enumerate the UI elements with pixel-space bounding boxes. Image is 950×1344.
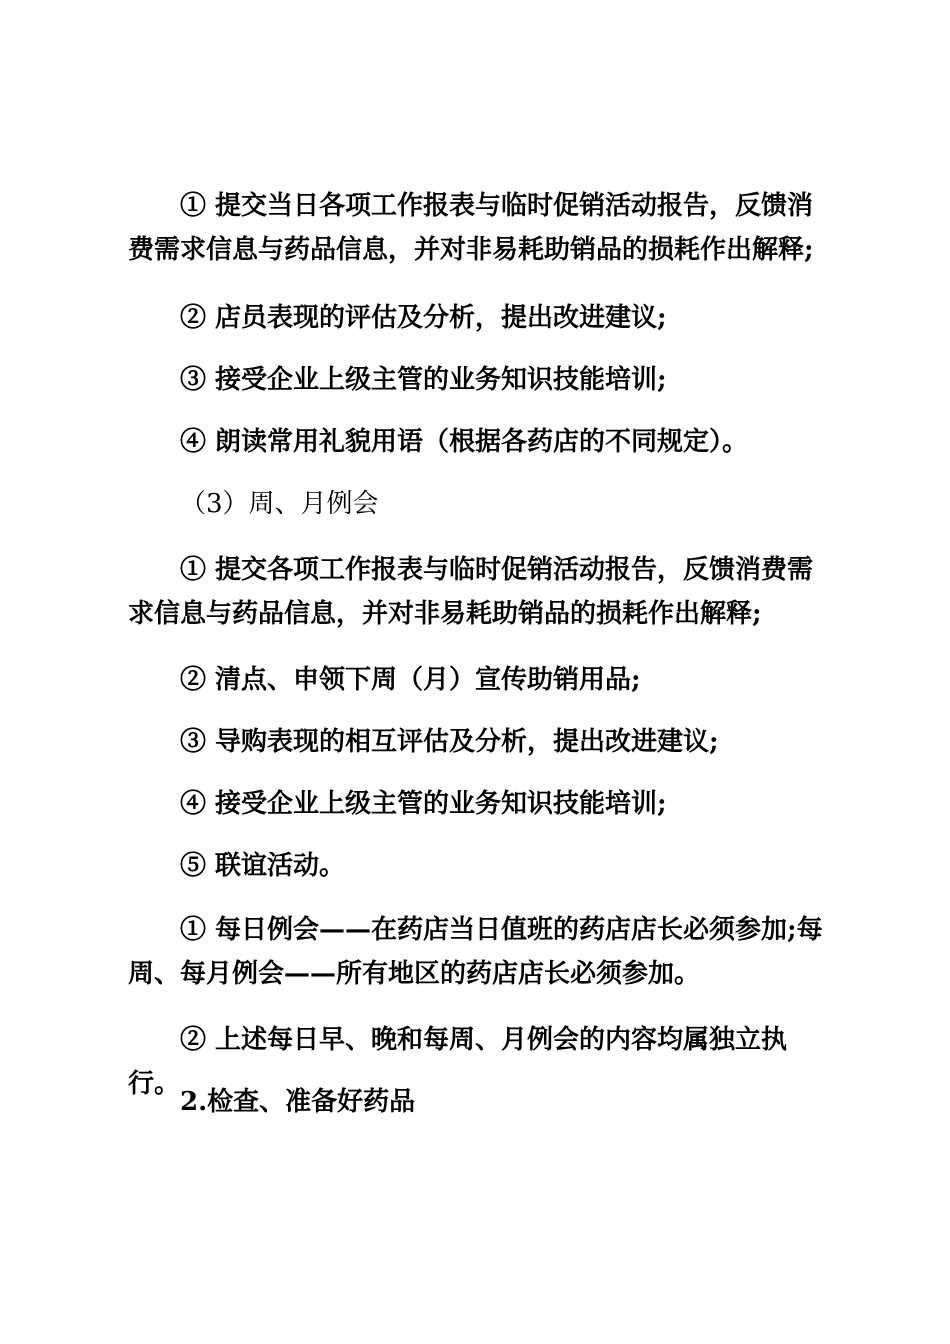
paragraph-3: ③ 接受企业上级主管的业务知识技能培训; <box>180 365 667 395</box>
paragraph-10: ⑤ 联谊活动。 <box>180 851 346 881</box>
paragraph-6: ① 提交各项工作报表与临时促销活动报告，反馈消费需求信息与药品信息，并对非易耗助销品的损耗作出解释; <box>128 555 814 629</box>
paragraph-11: ① 每日例会——在药店当日值班的药店店长必须参加;每周、每月例会——所有地区的药店店长必须参加。 <box>128 915 823 989</box>
paragraph-8: ③ 导购表现的相互评估及分析，提出改进建议; <box>180 727 719 757</box>
paragraph-2: ② 店员表现的评估及分析，提出改进建议; <box>180 303 667 333</box>
paragraph-12: ② 上述每日早、晚和每周、月例会的内容均属独立执行。 <box>128 1025 788 1099</box>
paragraph-9: ④ 接受企业上级主管的业务知识技能培训; <box>180 789 667 819</box>
paragraph-4: ④ 朗读常用礼貌用语（根据各药店的不同规定）。 <box>180 427 749 457</box>
paragraph-1: ① 提交当日各项工作报表与临时促销活动报告，反馈消费需求信息与药品信息，并对非易耗助销品的损耗作出解释; <box>128 191 814 265</box>
paragraph-7: ② 清点、申领下周（月）宣传助销用品; <box>180 665 641 695</box>
section-heading-weekly-monthly: （3）周、月例会 <box>180 489 379 519</box>
section-heading-check-medicine: 2.检查、准备好药品 <box>180 1087 416 1117</box>
